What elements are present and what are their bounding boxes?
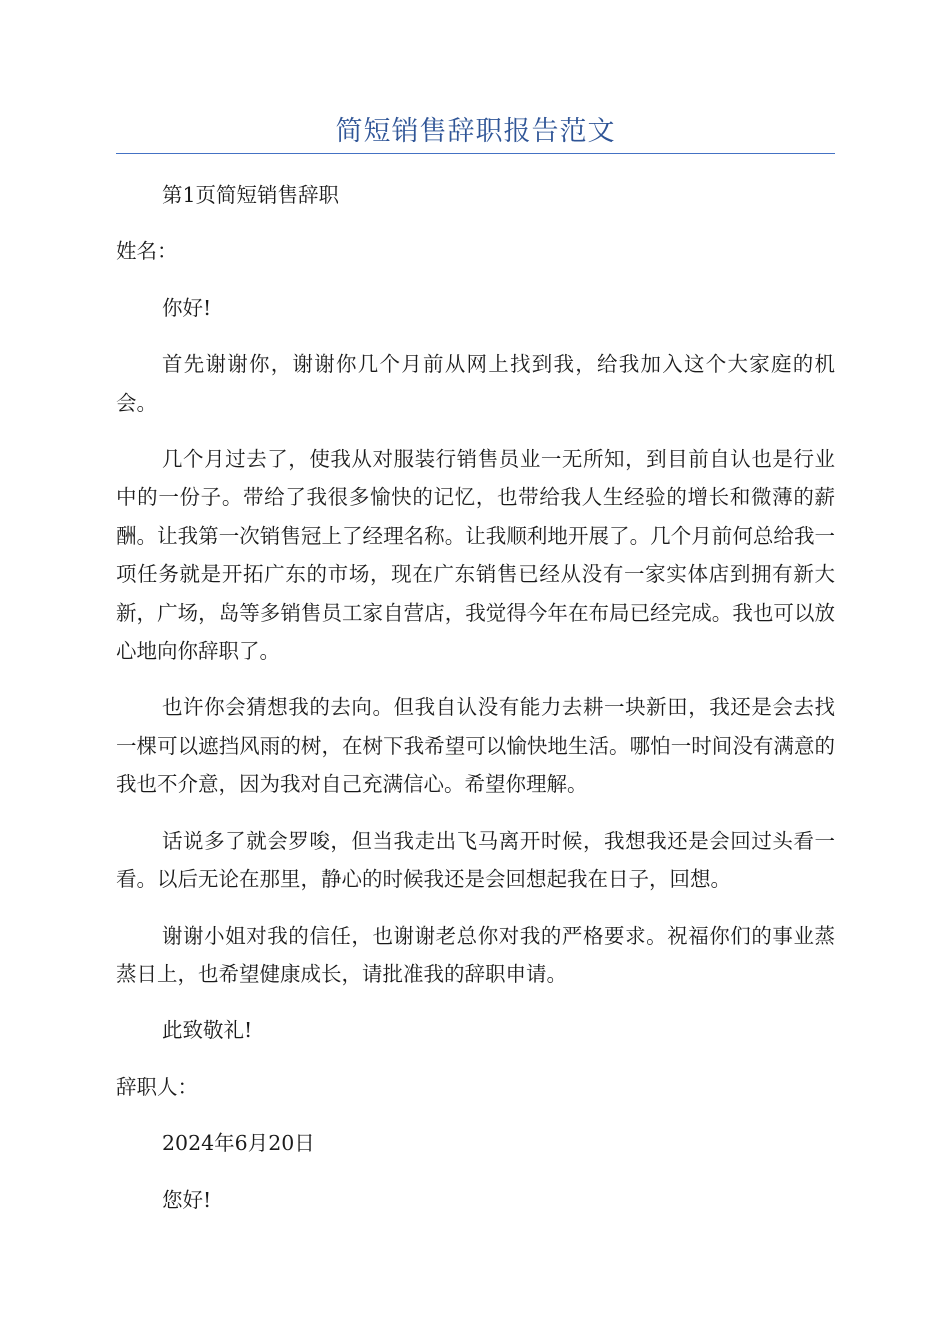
- paragraph-blessing: 谢谢小姐对我的信任，也谢谢老总你对我的严格要求。祝福你们的事业蒸蒸日上，也希望健康成长，请批准我的辞职申请。: [116, 923, 835, 986]
- second-greeting: 您好!: [162, 1187, 212, 1212]
- paragraph-future: 也许你会猜想我的去向。但我自认没有能力去耕一块新田，我还是会去找一棵可以遮挡风雨的树，在树下我希望可以愉快地生活。哪怕一时间没有满意的我也不介意，因为我对自己充满信心。希望你理解。: [116, 695, 835, 797]
- page-heading-line: 第1页简短销售辞职: [162, 183, 340, 207]
- greeting: 你好!: [162, 295, 212, 320]
- paragraph-thanks: 首先谢谢你，谢谢你几个月前从网上找到我，给我加入这个大家庭的机会。: [116, 352, 835, 415]
- closing-salute: 此致敬礼!: [162, 1018, 253, 1043]
- resigner-label: 辞职人：: [116, 1074, 198, 1099]
- document-page: [116, 0, 835, 1344]
- paragraph-farewell: 话说多了就会罗唆，但当我走出飞马离开时候，我想我还是会回过头看一看。以后无论在那里，静心的时候我还是会回想起我在日子，回想。: [116, 828, 835, 892]
- paragraph-experience: 几个月过去了，使我从对服装行销售员业一无所知，到目前自认也是行业中的一份子。带给了我很多愉快的记忆，也带给我人生经验的增长和微薄的薪酬。让我第一次销售冠上了经理名称。让我顺利地开展了。几个月前何总给我一项任务就是开拓广东的市场，现在广东销售已经从没有一家实体店到拥有新大新，广场，岛等多销售员工家自营店，我觉得今年在布局已经完成。我也可以放心地向你辞职了。: [116, 447, 835, 664]
- document-title: 简短销售辞职报告范文: [335, 116, 616, 147]
- name-label: 姓名：: [116, 239, 178, 264]
- title-underline: [116, 153, 835, 154]
- document-body: [116, 176, 835, 1237]
- date-line: 2024年6月20日: [162, 1131, 315, 1156]
